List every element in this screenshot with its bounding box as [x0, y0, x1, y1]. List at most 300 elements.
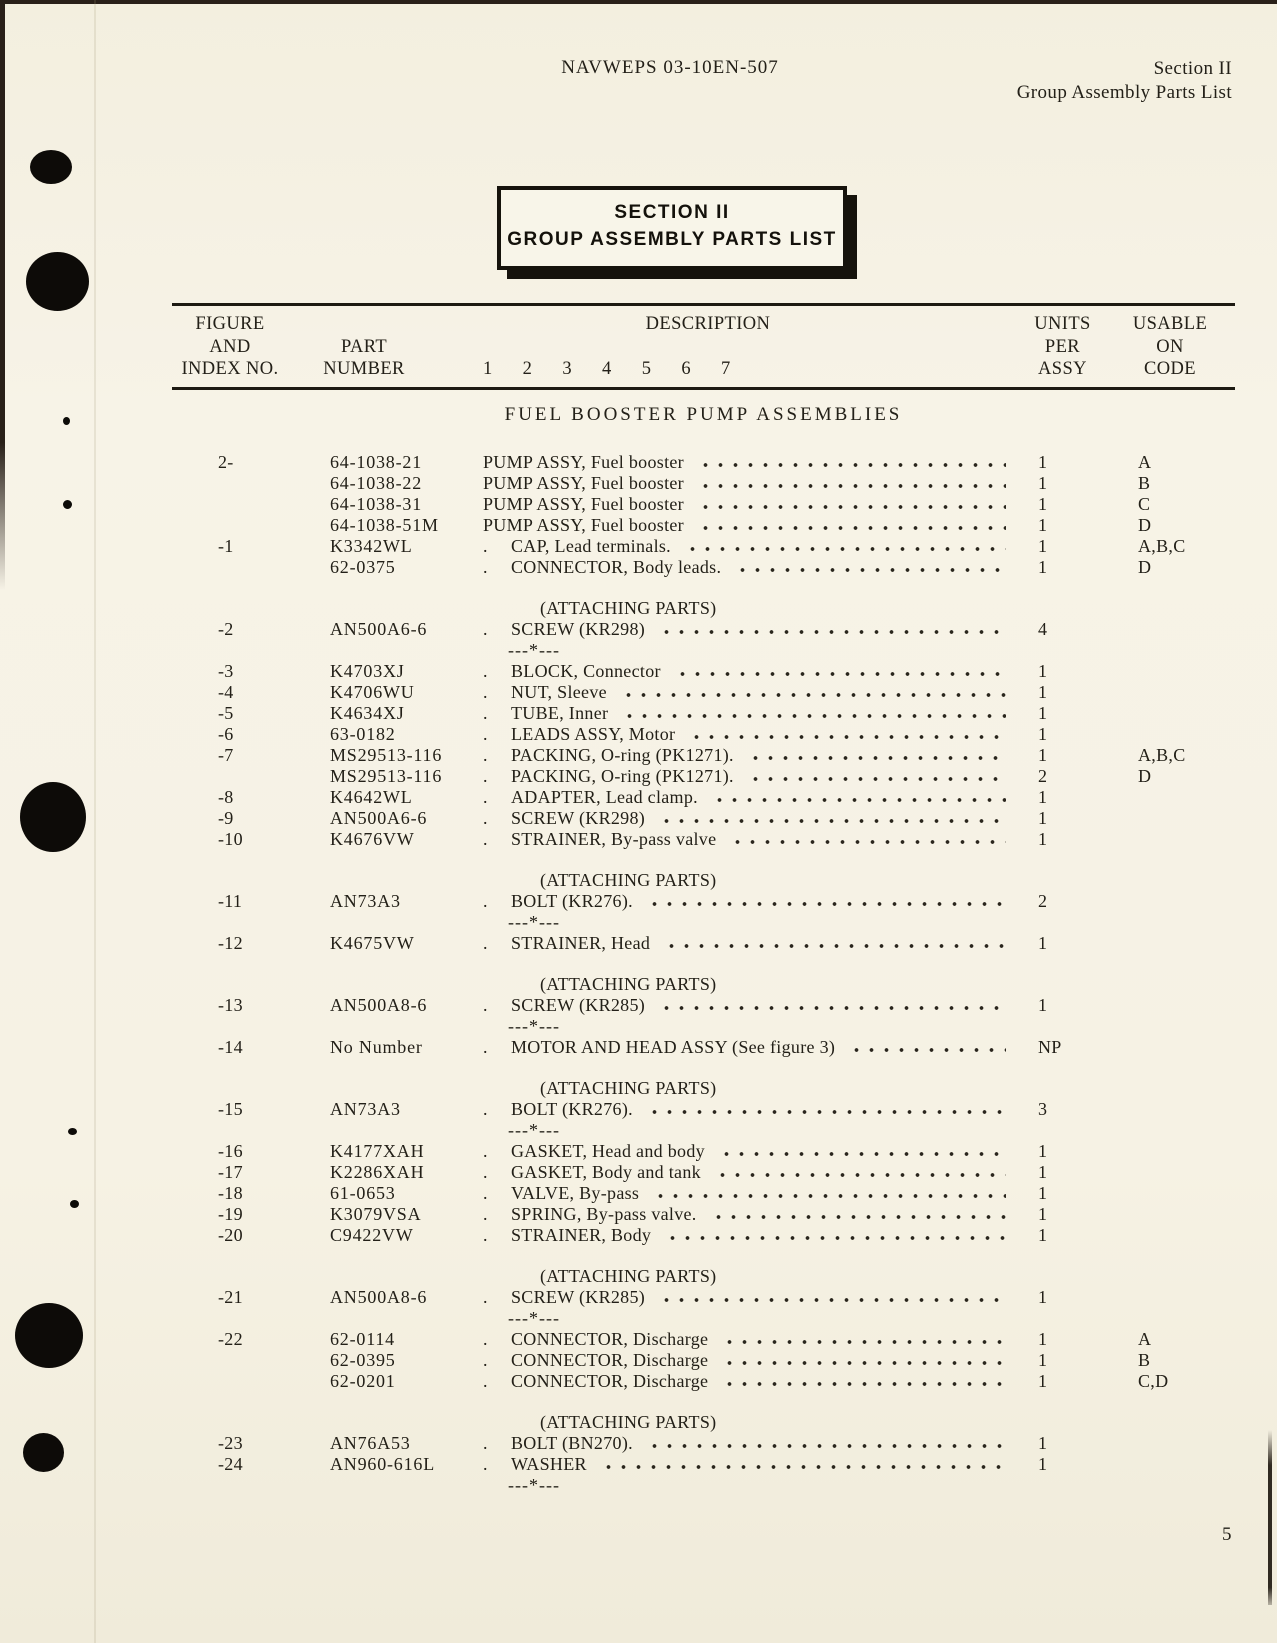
figure-index-no: -10 — [218, 828, 243, 849]
table-header — [172, 303, 1235, 390]
description-cell — [483, 745, 1020, 766]
parts-row — [172, 1037, 1235, 1058]
part-number: 63-0182 — [330, 723, 396, 744]
usable-on-code-value — [1105, 1162, 1235, 1183]
description-text: PUMP ASSY, Fuel booster — [483, 472, 684, 493]
usable-on-code-value — [1105, 891, 1235, 912]
units-per-assy-value: 1 — [1038, 1161, 1048, 1182]
dot-leader — [694, 494, 1006, 515]
section-running-header — [1017, 57, 1232, 105]
figure-index-no: -7 — [218, 744, 234, 765]
part-number: 62-0201 — [330, 1370, 396, 1391]
description-text: CAP, Lead terminals. — [511, 535, 671, 556]
part-number: K3342WL — [330, 535, 413, 556]
units-per-assy-value: 3 — [1038, 1098, 1048, 1119]
units-per-assy-value: 1 — [1038, 1370, 1048, 1391]
dot-leader — [694, 452, 1006, 473]
dot-leader — [718, 1371, 1006, 1392]
dot-leader — [707, 1204, 1006, 1225]
usable-on-code-value — [1105, 1454, 1235, 1475]
description-cell — [483, 766, 1020, 787]
units-per-assy-value: 1 — [1038, 1453, 1048, 1474]
part-number: K4634XJ — [330, 702, 405, 723]
separator-row — [172, 912, 1235, 933]
parts-row — [172, 1225, 1235, 1246]
attaching-parts-label: (ATTACHING PARTS) — [540, 597, 717, 618]
description-cell — [483, 1287, 1020, 1308]
dot-leader — [655, 1287, 1006, 1308]
parts-row — [172, 766, 1235, 787]
description-cell — [483, 661, 1020, 682]
figure-index-no — [172, 473, 310, 494]
indent-dot: . — [483, 807, 488, 828]
indent-dot: . — [483, 786, 488, 807]
description-text: LEADS ASSY, Motor — [511, 723, 676, 744]
separator-text: ---*--- — [508, 1307, 560, 1328]
parts-row — [172, 515, 1235, 536]
indent-dot: . — [483, 1453, 488, 1474]
indent-dot: . — [483, 1286, 488, 1307]
figure-index-no: -9 — [218, 807, 234, 828]
description-text: CONNECTOR, Discharge — [511, 1370, 709, 1391]
indent-dot: . — [483, 1098, 488, 1119]
usable-on-code-value — [1105, 1433, 1235, 1454]
attaching-parts-note-row — [172, 974, 1235, 995]
units-per-assy-value: 1 — [1038, 514, 1048, 535]
usable-on-code-value: B — [1138, 1349, 1151, 1370]
indent-dot: . — [483, 618, 488, 639]
part-number: C9422VW — [330, 1224, 414, 1245]
description-text: TUBE, Inner — [511, 702, 609, 723]
indent-dot: . — [483, 1140, 488, 1161]
parts-row — [172, 619, 1235, 640]
description-cell — [483, 1329, 1020, 1350]
attaching-parts-label: (ATTACHING PARTS) — [540, 1411, 717, 1432]
dot-leader — [694, 515, 1006, 536]
part-number: AN500A6-6 — [330, 618, 428, 639]
attaching-parts-label: (ATTACHING PARTS) — [540, 869, 717, 890]
figure-index-no: -18 — [218, 1182, 243, 1203]
description-cell — [483, 1371, 1020, 1392]
parts-row — [172, 1183, 1235, 1204]
dot-leader — [643, 1099, 1006, 1120]
units-per-assy-value: 2 — [1038, 765, 1048, 786]
dot-leader — [711, 1162, 1006, 1183]
parts-row — [172, 1433, 1235, 1454]
figure-index-no: -23 — [218, 1432, 243, 1453]
units-per-assy-value: 1 — [1038, 786, 1048, 807]
part-number: MS29513-116 — [330, 765, 443, 786]
parts-row — [172, 1162, 1235, 1183]
figure-index-no: -3 — [218, 660, 234, 681]
dot-leader — [715, 1141, 1006, 1162]
description-cell — [483, 1162, 1020, 1183]
part-number: 64-1038-31 — [330, 493, 422, 514]
part-number: MS29513-116 — [330, 744, 443, 765]
indent-dot: . — [483, 681, 488, 702]
figure-index-no: -1 — [218, 535, 234, 556]
usable-on-code-value: B — [1138, 472, 1151, 493]
figure-index-no — [172, 766, 310, 787]
ink-speck — [63, 417, 70, 425]
description-text: PACKING, O-ring (PK1271). — [511, 765, 734, 786]
units-per-assy-value: 1 — [1038, 828, 1048, 849]
parts-row — [172, 891, 1235, 912]
parts-row — [172, 829, 1235, 850]
indent-dot: . — [483, 932, 488, 953]
page-number: 5 — [1222, 1524, 1232, 1545]
description-cell — [483, 1099, 1020, 1120]
part-number: AN73A3 — [330, 890, 401, 911]
parts-row — [172, 1099, 1235, 1120]
description-cell — [483, 724, 1020, 745]
description-cell — [483, 1037, 1020, 1058]
description-cell — [483, 995, 1020, 1016]
description-text: CONNECTOR, Discharge — [511, 1349, 709, 1370]
indent-dot: . — [483, 1182, 488, 1203]
dot-leader — [731, 557, 1006, 578]
description-text: STRAINER, Head — [511, 932, 651, 953]
description-text: SCREW (KR298) — [511, 807, 646, 828]
units-per-assy-value: 1 — [1038, 660, 1048, 681]
parts-row — [172, 703, 1235, 724]
dot-leader — [685, 724, 1006, 745]
dot-leader — [845, 1037, 1006, 1058]
description-text: BOLT (KR276). — [511, 890, 633, 911]
indent-dot: . — [483, 1349, 488, 1370]
indent-dot: . — [483, 535, 488, 556]
header-usable-on-code: USABLE ON CODE — [1132, 314, 1208, 379]
binder-hole-mark — [26, 252, 89, 311]
description-cell — [483, 1183, 1020, 1204]
part-number: K4675VW — [330, 932, 415, 953]
units-per-assy-value: 1 — [1038, 994, 1048, 1015]
indent-dot: . — [483, 1036, 488, 1057]
parts-row — [172, 724, 1235, 745]
description-cell — [483, 808, 1020, 829]
header-part-number: PART NUMBER — [323, 336, 405, 379]
figure-index-no: -17 — [218, 1161, 243, 1182]
usable-on-code-value: A,B,C — [1138, 744, 1186, 765]
section-title-box — [497, 186, 847, 270]
scan-left-edge — [0, 0, 5, 590]
description-text: STRAINER, Body — [511, 1224, 652, 1245]
part-number: K4703XJ — [330, 660, 405, 681]
part-number: AN76A53 — [330, 1432, 411, 1453]
header-units-per-assy: UNITS PER ASSY — [1034, 314, 1091, 379]
description-cell — [483, 682, 1020, 703]
description-cell — [483, 1350, 1020, 1371]
figure-index-no: -20 — [218, 1224, 243, 1245]
indent-dot: . — [483, 1328, 488, 1349]
binder-hole-mark — [20, 782, 86, 852]
dot-leader — [726, 829, 1006, 850]
section-title-line1: SECTION II — [614, 202, 730, 223]
attaching-parts-note-row — [172, 1266, 1235, 1287]
description-text: BLOCK, Connector — [511, 660, 661, 681]
figure-index-no: -11 — [218, 890, 243, 911]
figure-index-no — [172, 1371, 310, 1392]
ink-speck — [68, 1128, 77, 1135]
units-per-assy-value: 1 — [1038, 1140, 1048, 1161]
description-cell — [483, 703, 1020, 724]
parts-row — [172, 995, 1235, 1016]
description-text: STRAINER, By-pass valve — [511, 828, 717, 849]
units-per-assy-value: 4 — [1038, 618, 1048, 639]
description-cell — [483, 933, 1020, 954]
description-cell — [483, 1433, 1020, 1454]
figure-index-no: -19 — [218, 1203, 243, 1224]
figure-index-no: -5 — [218, 702, 234, 723]
section-label: Section II — [1153, 58, 1232, 79]
indent-dot: . — [483, 1370, 488, 1391]
part-number: No Number — [330, 1036, 423, 1057]
usable-on-code-value — [1105, 724, 1235, 745]
description-text: PACKING, O-ring (PK1271). — [511, 744, 734, 765]
usable-on-code-value — [1105, 1183, 1235, 1204]
attaching-parts-note-row — [172, 1412, 1235, 1433]
description-text: MOTOR AND HEAD ASSY (See figure 3) — [511, 1036, 836, 1057]
separator-text: ---*--- — [508, 1119, 560, 1140]
description-cell — [483, 619, 1020, 640]
part-number: 64-1038-22 — [330, 472, 422, 493]
dot-leader — [744, 745, 1006, 766]
usable-on-code-value — [1105, 1204, 1235, 1225]
parts-row — [172, 536, 1235, 557]
figure-index-no — [172, 515, 310, 536]
usable-on-code-value — [1105, 787, 1235, 808]
separator-text: ---*--- — [508, 639, 560, 660]
description-cell — [483, 829, 1020, 850]
page-fold-seam — [94, 0, 96, 1643]
usable-on-code-value — [1105, 661, 1235, 682]
dot-leader — [681, 536, 1006, 557]
figure-index-no: -4 — [218, 681, 234, 702]
usable-on-code-value — [1105, 703, 1235, 724]
part-number: AN73A3 — [330, 1098, 401, 1119]
description-cell — [483, 1454, 1020, 1475]
description-cell — [483, 1141, 1020, 1162]
figure-index-no: -16 — [218, 1140, 243, 1161]
usable-on-code-value — [1105, 1287, 1235, 1308]
figure-index-no: -24 — [218, 1453, 243, 1474]
part-number: 62-0114 — [330, 1328, 395, 1349]
part-number: 62-0375 — [330, 556, 396, 577]
description-text: ADAPTER, Lead clamp. — [511, 786, 698, 807]
description-cell — [483, 494, 1020, 515]
parts-row — [172, 787, 1235, 808]
indent-dot: . — [483, 702, 488, 723]
part-number: K4177XAH — [330, 1140, 425, 1161]
description-cell — [483, 515, 1020, 536]
units-per-assy-value: 1 — [1038, 723, 1048, 744]
usable-on-code-value: A — [1138, 1328, 1152, 1349]
parts-row — [172, 1371, 1235, 1392]
units-per-assy-value: 1 — [1038, 451, 1048, 472]
parts-row — [172, 473, 1235, 494]
indent-dot: . — [483, 765, 488, 786]
description-text: SCREW (KR298) — [511, 618, 646, 639]
parts-row — [172, 557, 1235, 578]
scan-right-edge — [1268, 1430, 1272, 1605]
figure-index-no: -21 — [218, 1286, 243, 1307]
ink-speck — [63, 500, 72, 509]
units-per-assy-value: 1 — [1038, 1328, 1048, 1349]
units-per-assy-value: 1 — [1038, 472, 1048, 493]
attaching-parts-note-row — [172, 870, 1235, 891]
description-cell — [483, 1225, 1020, 1246]
dot-leader — [671, 661, 1006, 682]
usable-on-code-value — [1105, 933, 1235, 954]
part-number: K2286XAH — [330, 1161, 425, 1182]
parts-row — [172, 494, 1235, 515]
part-number: AN500A6-6 — [330, 807, 428, 828]
units-per-assy-value: 1 — [1038, 702, 1048, 723]
figure-index-no — [172, 1350, 310, 1371]
units-per-assy-value: 2 — [1038, 890, 1048, 911]
separator-row — [172, 1308, 1235, 1329]
usable-on-code-value — [1105, 682, 1235, 703]
group-title: FUEL BOOSTER PUMP ASSEMBLIES — [504, 403, 903, 425]
figure-index-no: -15 — [218, 1098, 243, 1119]
dot-leader — [708, 787, 1006, 808]
usable-on-code-value: C — [1138, 493, 1151, 514]
indent-dot: . — [483, 556, 488, 577]
part-number: K4642WL — [330, 786, 413, 807]
figure-index-no: 2- — [218, 451, 234, 472]
indent-dot: . — [483, 994, 488, 1015]
part-number: AN960-616L — [330, 1453, 435, 1474]
description-cell — [483, 473, 1020, 494]
parts-row — [172, 808, 1235, 829]
usable-on-code-value: D — [1138, 556, 1152, 577]
dot-leader — [597, 1454, 1006, 1475]
units-per-assy-value: 1 — [1038, 681, 1048, 702]
indent-dot: . — [483, 744, 488, 765]
indent-dot: . — [483, 1161, 488, 1182]
units-per-assy-value: 1 — [1038, 807, 1048, 828]
description-text: BOLT (BN270). — [511, 1432, 633, 1453]
attaching-parts-note-row — [172, 598, 1235, 619]
attaching-parts-label: (ATTACHING PARTS) — [540, 973, 717, 994]
scan-top-edge — [0, 0, 1277, 4]
units-per-assy-value: 1 — [1038, 1349, 1048, 1370]
ink-speck — [70, 1200, 79, 1208]
description-cell — [483, 557, 1020, 578]
separator-row — [172, 1475, 1235, 1496]
figure-index-no: -14 — [218, 1036, 243, 1057]
description-text: SPRING, By-pass valve. — [511, 1203, 697, 1224]
dot-leader — [643, 891, 1006, 912]
description-text: PUMP ASSY, Fuel booster — [483, 514, 684, 535]
units-per-assy-value: 1 — [1038, 932, 1048, 953]
description-text: CONNECTOR, Body leads. — [511, 556, 722, 577]
usable-on-code-value: C,D — [1138, 1370, 1169, 1391]
dot-leader — [618, 703, 1006, 724]
parts-row — [172, 1204, 1235, 1225]
indent-dot: . — [483, 1203, 488, 1224]
part-number: AN500A8-6 — [330, 1286, 428, 1307]
usable-on-code-value: D — [1138, 514, 1152, 535]
binder-hole-mark — [15, 1303, 83, 1368]
dot-leader — [649, 1183, 1006, 1204]
parts-table-rows — [172, 452, 1235, 1496]
parts-row — [172, 1141, 1235, 1162]
parts-row — [172, 933, 1235, 954]
description-text: SCREW (KR285) — [511, 994, 646, 1015]
header-description: DESCRIPTION 1 2 3 4 5 6 7 — [483, 313, 1020, 381]
description-cell — [483, 452, 1020, 473]
parts-row — [172, 1329, 1235, 1350]
description-cell — [483, 891, 1020, 912]
indent-dot: . — [483, 723, 488, 744]
parts-list-table — [172, 303, 1235, 1496]
indent-dot: . — [483, 660, 488, 681]
section-sublabel: Group Assembly Parts List — [1016, 82, 1232, 103]
indent-dot: . — [483, 1224, 488, 1245]
figure-index-no: -2 — [218, 618, 234, 639]
separator-text: ---*--- — [508, 911, 560, 932]
part-number: 64-1038-51M — [330, 514, 439, 535]
parts-row — [172, 1454, 1235, 1475]
description-text: VALVE, By-pass — [511, 1182, 640, 1203]
description-text: BOLT (KR276). — [511, 1098, 633, 1119]
part-number: K4676VW — [330, 828, 415, 849]
description-text: PUMP ASSY, Fuel booster — [483, 451, 684, 472]
units-per-assy-value: 1 — [1038, 1432, 1048, 1453]
dot-leader — [655, 995, 1006, 1016]
dot-leader — [643, 1433, 1006, 1454]
separator-row — [172, 640, 1235, 661]
dot-leader — [694, 473, 1006, 494]
description-text: SCREW (KR285) — [511, 1286, 646, 1307]
indent-dot: . — [483, 828, 488, 849]
part-number: 64-1038-21 — [330, 451, 422, 472]
usable-on-code-value — [1105, 1141, 1235, 1162]
figure-index-no: -12 — [218, 932, 243, 953]
indent-dot: . — [483, 1432, 488, 1453]
description-text: CONNECTOR, Discharge — [511, 1328, 709, 1349]
figure-index-no: -13 — [218, 994, 243, 1015]
parts-row — [172, 745, 1235, 766]
dot-leader — [661, 1225, 1006, 1246]
figure-index-no: -8 — [218, 786, 234, 807]
description-text: GASKET, Body and tank — [511, 1161, 701, 1182]
section-title-line2: GROUP ASSEMBLY PARTS LIST — [507, 229, 837, 250]
indenture-levels: 1 2 3 4 5 6 7 — [483, 359, 731, 379]
units-per-assy-value: 1 — [1038, 744, 1048, 765]
description-cell — [483, 1204, 1020, 1225]
dot-leader — [660, 933, 1006, 954]
indent-dot: . — [483, 890, 488, 911]
separator-row — [172, 1016, 1235, 1037]
parts-row — [172, 1287, 1235, 1308]
dot-leader — [744, 766, 1006, 787]
units-per-assy-value: 1 — [1038, 1224, 1048, 1245]
usable-on-code-value — [1105, 619, 1235, 640]
usable-on-code-value — [1105, 808, 1235, 829]
separator-text: ---*--- — [508, 1015, 560, 1036]
usable-on-code-value — [1105, 995, 1235, 1016]
attaching-parts-note-row — [172, 1078, 1235, 1099]
description-text: WASHER — [511, 1453, 587, 1474]
part-number: 62-0395 — [330, 1349, 396, 1370]
figure-index-no: -22 — [218, 1328, 243, 1349]
units-per-assy-value: 1 — [1038, 1182, 1048, 1203]
document-number: NAVWEPS 03-10EN-507 — [561, 57, 779, 78]
part-number: AN500A8-6 — [330, 994, 428, 1015]
part-number: K4706WU — [330, 681, 415, 702]
